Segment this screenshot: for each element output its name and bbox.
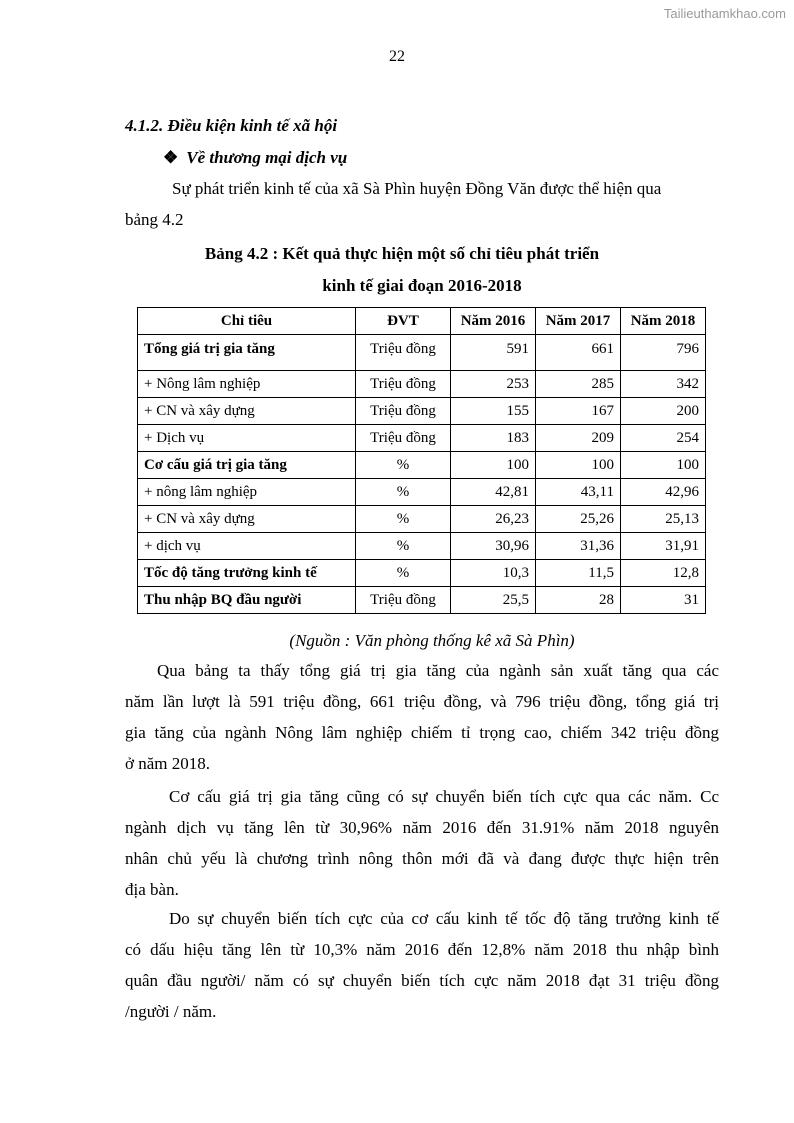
cell-unit: % (356, 533, 451, 560)
table-row (138, 398, 706, 425)
cell-2018: 12,8 (621, 560, 706, 587)
cell-2017: 43,11 (536, 479, 621, 506)
paragraph-2-line-2: ngành dịch vụ tăng lên từ 30,96% năm 2016 đến 31.91% năm 2018 nguyên (125, 818, 719, 837)
cell-2016: 183 (451, 425, 536, 452)
cell-2017: 100 (536, 452, 621, 479)
cell-indicator: + Nông lâm nghiệp (138, 371, 356, 398)
intro-line-2: bảng 4.2 (125, 210, 184, 229)
cell-2018: 254 (621, 425, 706, 452)
paragraph-1-line-3: gia tăng của ngành Nông lâm nghiệp chiếm tỉ trọng cao, chiếm 342 triệu đồng (125, 723, 719, 742)
cell-indicator: + CN và xây dựng (138, 506, 356, 533)
table-caption-line-2: kinh tế giai đoạn 2016-2018 (322, 276, 522, 295)
diamond-bullet-icon: ❖ (163, 148, 179, 167)
cell-2018: 200 (621, 398, 706, 425)
cell-2016: 591 (451, 335, 536, 371)
cell-2018: 342 (621, 371, 706, 398)
paragraph-2-line-3: nhân chủ yếu là chương trình nông thôn mới đã và đang được thực hiện trên (125, 849, 719, 868)
cell-indicator: Tốc độ tăng trưởng kinh tế (138, 560, 356, 587)
cell-unit: Triệu đồng (356, 398, 451, 425)
cell-indicator: Tổng giá trị gia tăng (138, 335, 356, 371)
cell-2017: 28 (536, 587, 621, 614)
cell-2016: 42,81 (451, 479, 536, 506)
cell-2018: 31,91 (621, 533, 706, 560)
cell-unit: % (356, 452, 451, 479)
paragraph-2-line-1: Cơ cấu giá trị gia tăng cũng có sự chuyển biến tích cực qua các năm. Cc (169, 787, 719, 806)
table-row (138, 452, 706, 479)
paragraph-1-line-4: ở năm 2018. (125, 754, 211, 773)
page-number: 22 (389, 48, 405, 65)
cell-2018: 31 (621, 587, 706, 614)
cell-unit: Triệu đồng (356, 587, 451, 614)
paragraph-2-line-4: địa bàn. (125, 880, 179, 899)
cell-2016: 26,23 (451, 506, 536, 533)
header-unit: ĐVT (356, 308, 451, 335)
cell-unit: % (356, 479, 451, 506)
paragraph-1-line-1: Qua bảng ta thấy tổng giá trị gia tăng của ngành sản xuất tăng qua các (157, 661, 719, 680)
cell-indicator: + Dịch vụ (138, 425, 356, 452)
cell-2016: 10,3 (451, 560, 536, 587)
cell-2018: 42,96 (621, 479, 706, 506)
subsection-title: Về thương mại dịch vụ (186, 148, 348, 167)
paragraph-3-line-3: quân đầu người/ năm có sự chuyển biến tích cực năm 2018 đạt 31 triệu đồng (125, 971, 719, 990)
table-row (138, 479, 706, 506)
cell-unit: Triệu đồng (356, 371, 451, 398)
cell-2017: 167 (536, 398, 621, 425)
table-row (138, 335, 706, 371)
table-row (138, 506, 706, 533)
cell-2016: 25,5 (451, 587, 536, 614)
table-row (138, 587, 706, 614)
cell-unit: % (356, 506, 451, 533)
cell-2017: 31,36 (536, 533, 621, 560)
cell-unit: Triệu đồng (356, 425, 451, 452)
paragraph-3-line-4: /người / năm. (125, 1002, 217, 1021)
header-2018: Năm 2018 (621, 308, 706, 335)
cell-2016: 100 (451, 452, 536, 479)
cell-indicator: + dịch vụ (138, 533, 356, 560)
table-caption-line-1: Bảng 4.2 : Kết quả thực hiện một số chỉ tiêu phát triển (204, 244, 600, 263)
cell-unit: Triệu đồng (356, 335, 451, 371)
cell-unit: % (356, 560, 451, 587)
table-row (138, 371, 706, 398)
cell-2018: 796 (621, 335, 706, 371)
table-row (138, 533, 706, 560)
cell-indicator: + nông lâm nghiệp (138, 479, 356, 506)
cell-2016: 30,96 (451, 533, 536, 560)
cell-indicator: Thu nhập BQ đầu người (138, 587, 356, 614)
paragraph-3-line-1: Do sự chuyển biến tích cực của cơ cấu kinh tế tốc độ tăng trưởng kinh tế (169, 909, 719, 928)
table-source: (Nguồn : Văn phòng thống kê xã Sà Phìn) (289, 631, 575, 650)
header-indicator: Chỉ tiêu (138, 308, 356, 335)
section-heading: 4.1.2. Điều kiện kinh tế xã hội (125, 116, 338, 135)
cell-2017: 209 (536, 425, 621, 452)
paragraph-3-line-2: có dấu hiệu tăng lên từ 10,3% năm 2016 đến 12,8% năm 2018 thu nhập bình (125, 940, 719, 959)
table-row (138, 560, 706, 587)
subsection-heading (163, 148, 347, 168)
cell-2018: 25,13 (621, 506, 706, 533)
intro-line-1: Sự phát triển kinh tế của xã Sà Phìn huyện Đồng Văn được thể hiện qua (172, 179, 662, 198)
cell-2016: 253 (451, 371, 536, 398)
table-header-row (138, 308, 706, 335)
watermark: Tailieuthamkhao.com (663, 6, 786, 21)
cell-2017: 285 (536, 371, 621, 398)
table-row (138, 425, 706, 452)
header-2016: Năm 2016 (451, 308, 536, 335)
cell-2016: 155 (451, 398, 536, 425)
cell-2018: 100 (621, 452, 706, 479)
paragraph-1-line-2: năm lần lượt là 591 triệu đồng, 661 triệu đồng, và 796 triệu đồng, tổng giá trị (125, 692, 719, 711)
indicator-table (137, 307, 706, 614)
cell-indicator: Cơ cấu giá trị gia tăng (138, 452, 356, 479)
cell-2017: 11,5 (536, 560, 621, 587)
header-2017: Năm 2017 (536, 308, 621, 335)
cell-2017: 25,26 (536, 506, 621, 533)
cell-2017: 661 (536, 335, 621, 371)
cell-indicator: + CN và xây dựng (138, 398, 356, 425)
table-body (138, 335, 706, 614)
